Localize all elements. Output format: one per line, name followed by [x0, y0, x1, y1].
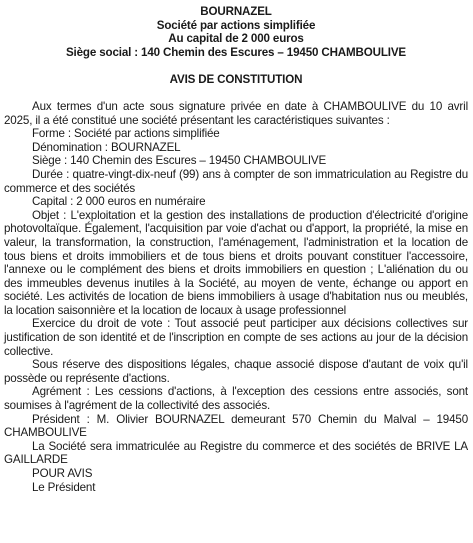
reserve-paragraph: Sous réserve des dispositions légales, chaque associé dispose d'autant de voix qu'il possède ou représente d'actions.	[4, 358, 468, 385]
company-seat: Siège social : 140 Chemin des Escures – 19450 CHAMBOULIVE	[65, 45, 407, 59]
intro-paragraph: Aux termes d'un acte sous signature privée en date à CHAMBOULIVE du 10 avril 2025, il a été constitué une société présentant les caractéristiques suivantes :	[4, 99, 468, 127]
field-forme: Forme : Société par actions simplifiée	[32, 127, 220, 141]
notice-heading: AVIS DE CONSTITUTION	[169, 73, 303, 87]
company-form: Société par actions simplifiée	[156, 18, 316, 32]
field-siege: Siège : 140 Chemin des Escures – 19450 CHAMBOULIVE	[32, 154, 327, 168]
field-capital: Capital : 2 000 euros en numéraire	[32, 195, 206, 209]
registration-paragraph: La Société sera immatriculée au Registre du commerce et des sociétés de BRIVE LA GAILLARDE	[4, 439, 468, 467]
president-paragraph: Président : M. Olivier BOURNAZEL demeurant 570 Chemin du Malval – 19450 CHAMBOULIVE	[4, 412, 468, 440]
closing-line: POUR AVIS	[32, 467, 93, 480]
field-duree: Durée : quatre-vingt-dix-neuf (99) ans à compter de son immatriculation au Registre du commerce et des sociétés	[4, 167, 468, 195]
voting-rights-paragraph: Exercice du droit de vote : Tout associé peut participer aux décisions collectives sur justification de son identité et de l'inscription en compte de ses actions au jour de la décision collective.	[4, 317, 468, 358]
approval-paragraph: Agrément : Les cessions d'actions, à l'exception des cessions entre associés, sont soumises à l'agrément de la collectivité des associés.	[4, 385, 468, 413]
notice-header	[4, 5, 468, 59]
company-capital: Au capital de 2 000 euros	[168, 32, 304, 46]
company-name: BOURNAZEL	[200, 5, 272, 18]
field-objet: Objet : L'exploitation et la gestion des installations de production d'électricité d'origine photovoltaïque. Également, l'acquisition par voie d'achat ou d'apport, la propriété, la mise en valeur, la transformation, la construction, l'aménagement, l'administration et la location de tous biens et droits immobiliers et de tous biens et droits pouvant constituer l'accessoire, l'annexe ou le complément des biens et droits immobiliers en question ; L'aliénation du ou des immeubles devenus inutiles à la Société, au moyen de vente, échange ou apport en société. Les activités de location de biens immobiliers à usage d'habitation nus ou meublés, la location saisonnière et la location de locaux à usage professionnel	[4, 208, 468, 317]
signature-line: Le Président	[32, 480, 96, 494]
field-denomination: Dénomination : BOURNAZEL	[32, 140, 181, 154]
